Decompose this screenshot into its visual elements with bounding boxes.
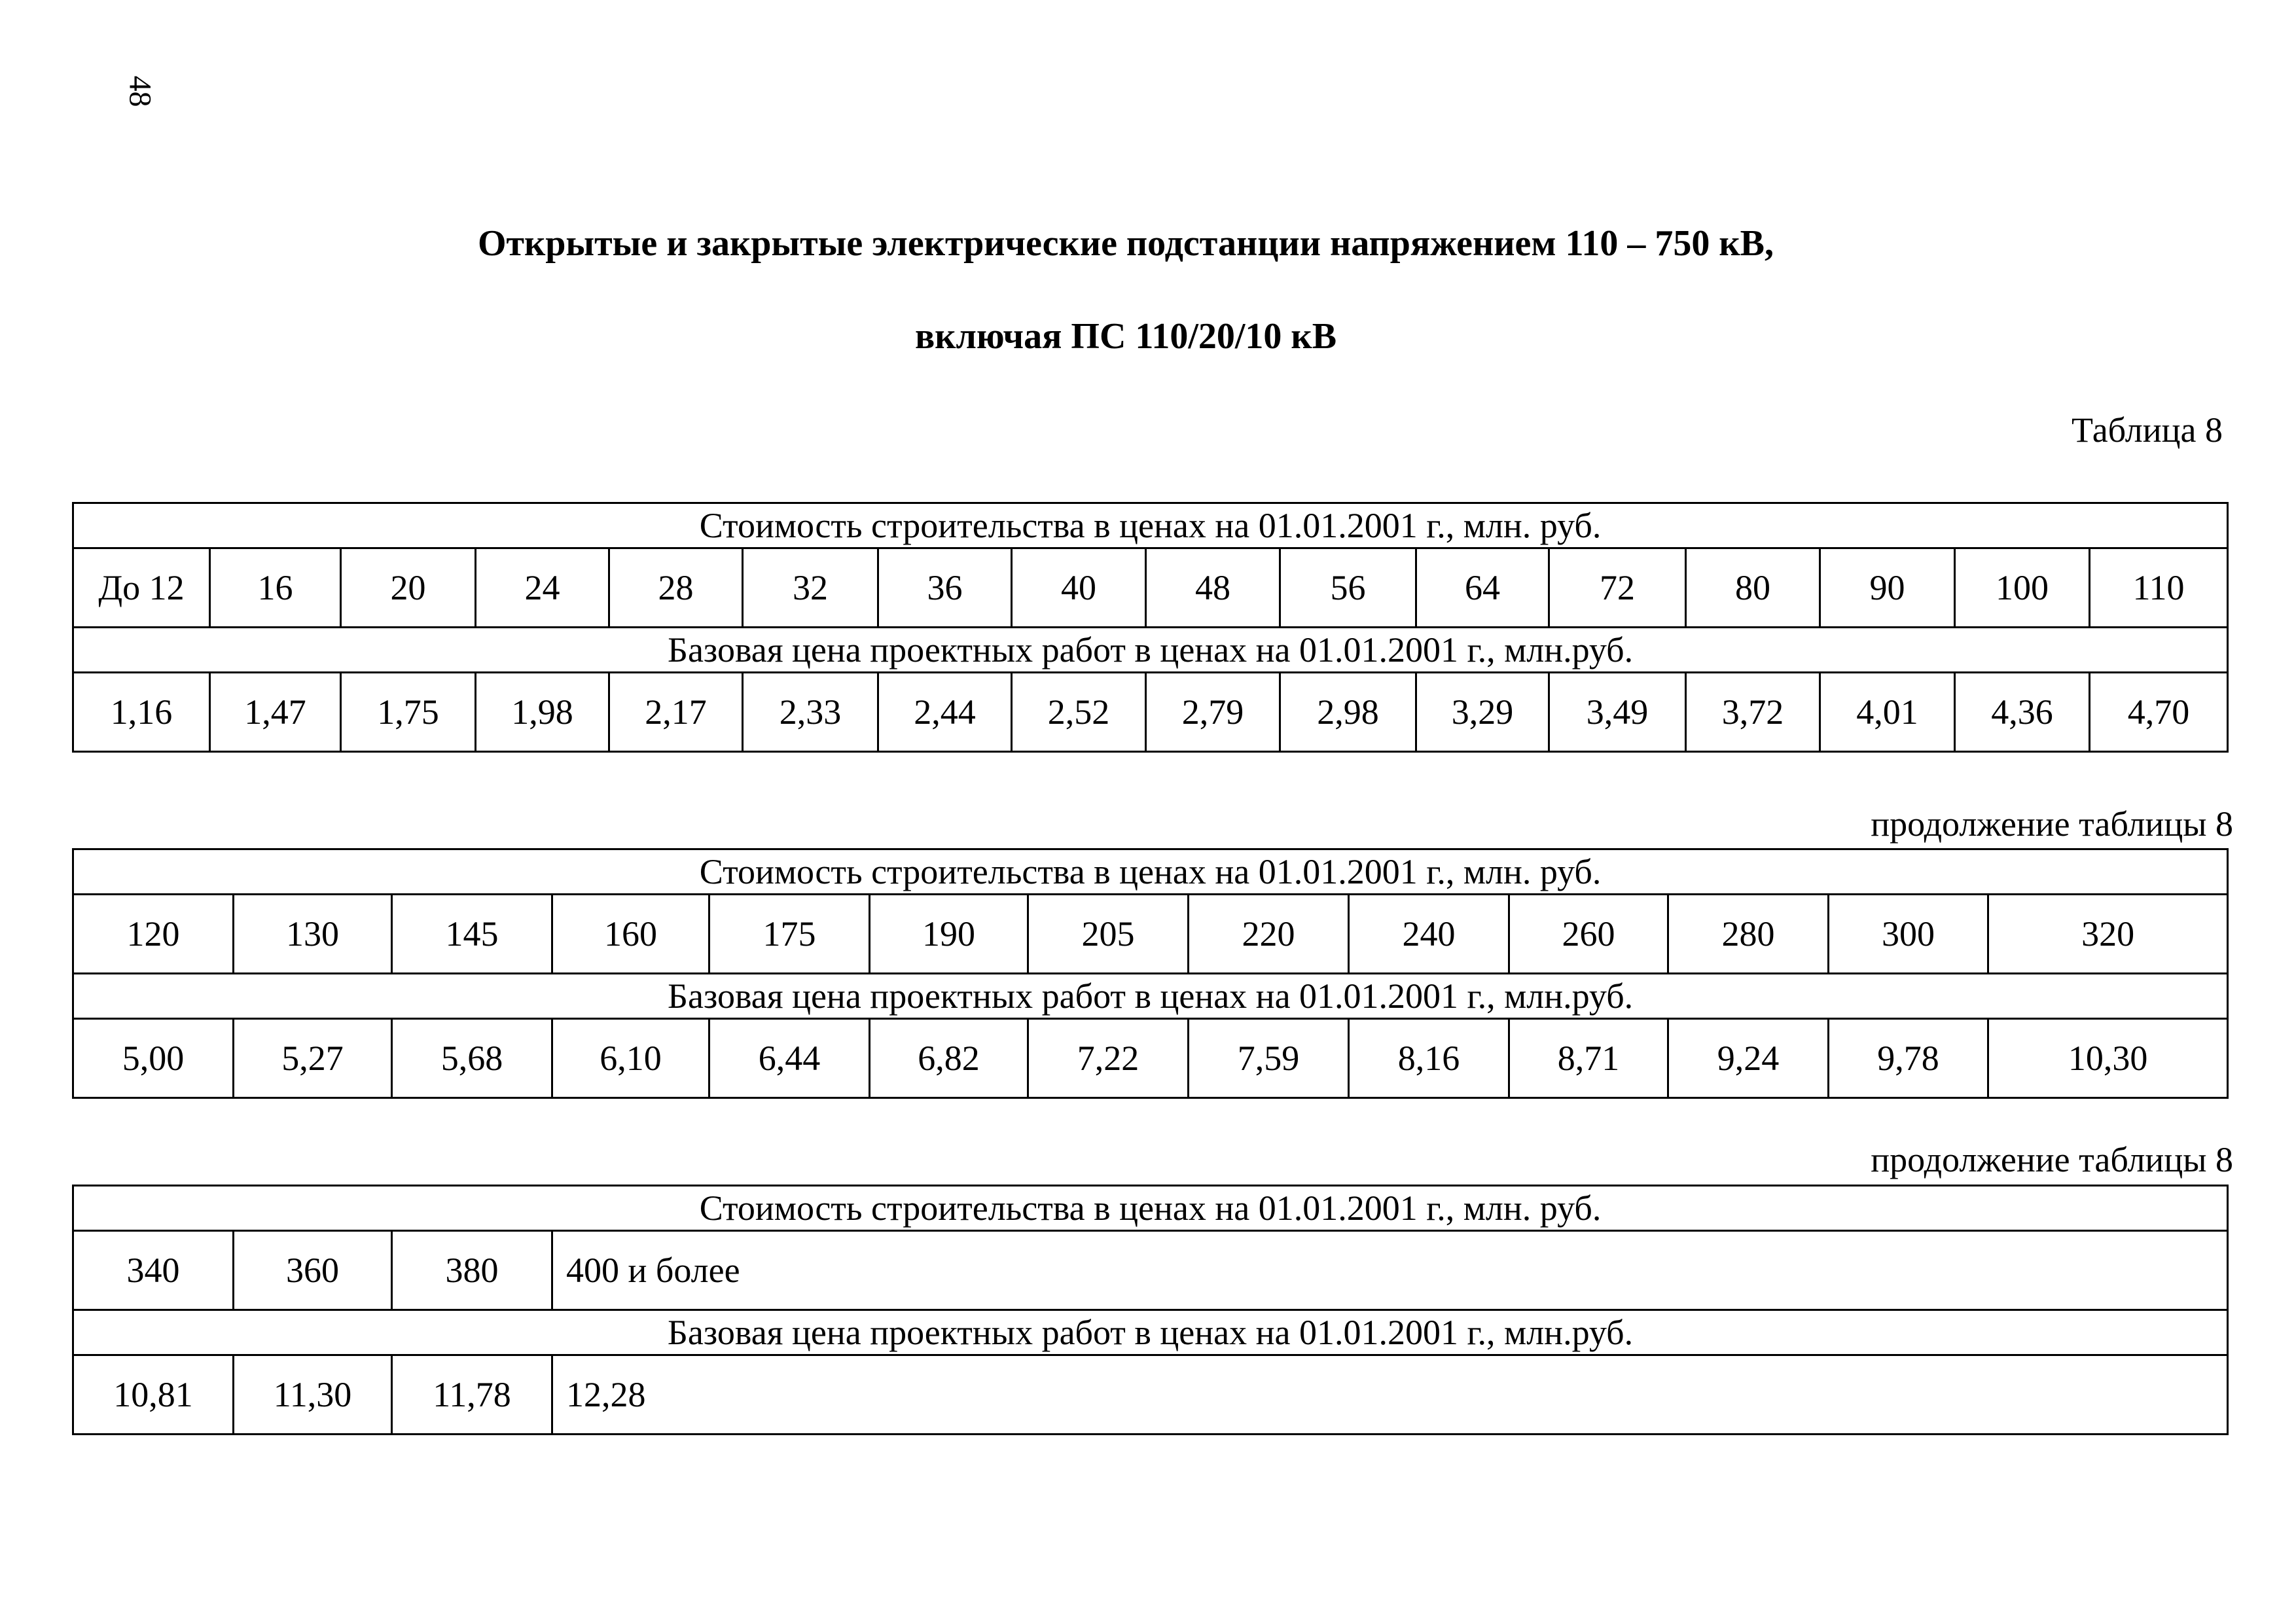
construction-cost-cell: 16 — [210, 548, 341, 628]
base-price-cell: 6,82 — [870, 1019, 1028, 1098]
base-price-cell: 6,10 — [552, 1019, 709, 1098]
base-price-cell: 3,72 — [1686, 673, 1820, 752]
construction-cost-cell: 340 — [73, 1231, 234, 1310]
base-price-cell: 9,24 — [1668, 1019, 1829, 1098]
base-price-cell: 2,17 — [609, 673, 743, 752]
base-price-cell: 2,44 — [878, 673, 1012, 752]
price-table-3 — [72, 1185, 2229, 1435]
base-price-cell: 12,28 — [552, 1355, 2228, 1435]
base-price-cell: 4,01 — [1820, 673, 1955, 752]
price-table-2 — [72, 848, 2229, 1099]
base-price-cell: 1,16 — [73, 673, 210, 752]
base-price-row — [73, 673, 2228, 752]
construction-cost-cell: 72 — [1549, 548, 1686, 628]
base-price-cell: 5,27 — [234, 1019, 392, 1098]
base-price-cell: 6,44 — [709, 1019, 870, 1098]
construction-cost-cell: 56 — [1280, 548, 1416, 628]
construction-cost-cell: 280 — [1668, 895, 1829, 974]
price-table-1 — [72, 502, 2229, 753]
base-price-cell: 3,29 — [1416, 673, 1549, 752]
construction-cost-cell: 24 — [476, 548, 609, 628]
construction-cost-cell: 320 — [1988, 895, 2228, 974]
construction-cost-cell: 300 — [1829, 895, 1988, 974]
base-price-cell: 2,52 — [1012, 673, 1146, 752]
base-price-cell: 7,22 — [1028, 1019, 1189, 1098]
construction-cost-cell: До 12 — [73, 548, 210, 628]
page-number: 48 — [122, 75, 158, 107]
base-price-cell: 2,79 — [1146, 673, 1280, 752]
construction-cost-cell: 360 — [234, 1231, 392, 1310]
base-price-header: Базовая цена проектных работ в ценах на 01.01.2001 г., млн.руб. — [73, 1310, 2228, 1355]
construction-cost-cell: 40 — [1012, 548, 1146, 628]
construction-cost-cell: 80 — [1686, 548, 1820, 628]
construction-cost-cell: 145 — [392, 895, 552, 974]
base-price-cell: 1,47 — [210, 673, 341, 752]
base-price-row — [73, 1019, 2228, 1098]
construction-cost-header: Стоимость строительства в ценах на 01.01.2001 г., млн. руб. — [73, 849, 2228, 895]
construction-cost-header: Стоимость строительства в ценах на 01.01.2001 г., млн. руб. — [73, 1186, 2228, 1231]
construction-cost-cell: 400 и более — [552, 1231, 2228, 1310]
construction-cost-cell: 100 — [1955, 548, 2090, 628]
construction-cost-cell: 190 — [870, 895, 1028, 974]
construction-cost-cell: 90 — [1820, 548, 1955, 628]
base-price-cell: 1,75 — [341, 673, 476, 752]
construction-cost-cell: 28 — [609, 548, 743, 628]
construction-cost-cell: 36 — [878, 548, 1012, 628]
construction-cost-header: Стоимость строительства в ценах на 01.01.2001 г., млн. руб. — [73, 503, 2228, 548]
base-price-cell: 5,68 — [392, 1019, 552, 1098]
document-title-line-1: Открытые и закрытые электрические подстанции напряжением 110 – 750 кВ, — [477, 223, 1774, 264]
construction-cost-cell: 175 — [709, 895, 870, 974]
construction-cost-cell: 110 — [2090, 548, 2228, 628]
base-price-cell: 11,30 — [234, 1355, 392, 1435]
base-price-header: Базовая цена проектных работ в ценах на 01.01.2001 г., млн.руб. — [73, 974, 2228, 1019]
construction-cost-cell: 380 — [392, 1231, 552, 1310]
construction-cost-cell: 120 — [73, 895, 234, 974]
construction-cost-cell: 32 — [743, 548, 878, 628]
construction-cost-cell: 220 — [1189, 895, 1349, 974]
construction-cost-cell: 260 — [1509, 895, 1668, 974]
base-price-header: Базовая цена проектных работ в ценах на 01.01.2001 г., млн.руб. — [73, 628, 2228, 673]
construction-cost-cell: 160 — [552, 895, 709, 974]
construction-cost-row — [73, 548, 2228, 628]
base-price-cell: 8,16 — [1349, 1019, 1509, 1098]
base-price-cell: 3,49 — [1549, 673, 1686, 752]
construction-cost-cell: 20 — [341, 548, 476, 628]
base-price-cell: 5,00 — [73, 1019, 234, 1098]
base-price-cell: 9,78 — [1829, 1019, 1988, 1098]
construction-cost-cell: 64 — [1416, 548, 1549, 628]
base-price-cell: 1,98 — [476, 673, 609, 752]
construction-cost-row — [73, 1231, 2228, 1310]
base-price-cell: 7,59 — [1189, 1019, 1349, 1098]
construction-cost-cell: 130 — [234, 895, 392, 974]
base-price-cell: 10,81 — [73, 1355, 234, 1435]
construction-cost-cell: 205 — [1028, 895, 1189, 974]
construction-cost-cell: 240 — [1349, 895, 1509, 974]
continuation-label-1: продолжение таблицы 8 — [1871, 804, 2233, 844]
construction-cost-cell: 48 — [1146, 548, 1280, 628]
base-price-cell: 4,36 — [1955, 673, 2090, 752]
document-title-line-2: включая ПС 110/20/10 кВ — [914, 316, 1337, 357]
construction-cost-row — [73, 895, 2228, 974]
base-price-cell: 2,98 — [1280, 673, 1416, 752]
base-price-cell: 8,71 — [1509, 1019, 1668, 1098]
base-price-cell: 2,33 — [743, 673, 878, 752]
base-price-cell: 4,70 — [2090, 673, 2228, 752]
continuation-label-2: продолжение таблицы 8 — [1871, 1140, 2233, 1179]
base-price-cell: 10,30 — [1988, 1019, 2228, 1098]
base-price-row — [73, 1355, 2228, 1435]
base-price-cell: 11,78 — [392, 1355, 552, 1435]
table-label: Таблица 8 — [2072, 410, 2223, 450]
